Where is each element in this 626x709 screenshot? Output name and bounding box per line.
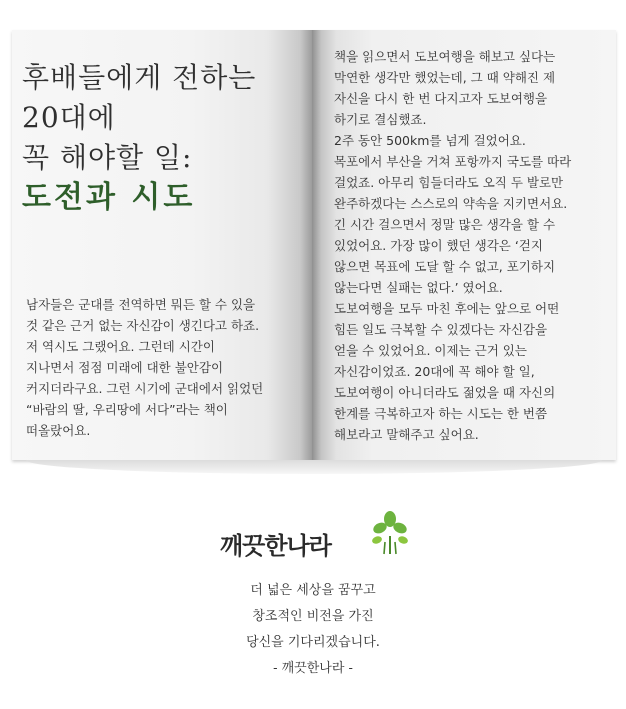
text-line: 도보여행이 아니더라도 젊었을 때 자신의	[334, 385, 556, 400]
title-line-2: 20대에	[22, 101, 116, 134]
text-line: 하기로 결심했죠.	[334, 112, 427, 127]
text-line: 자신감이었죠. 20대에 꼭 해야 할 일,	[334, 364, 535, 379]
text-line: 저 역시도 그랬어요. 그런데 시간이	[26, 339, 215, 354]
text-line: 자신을 다시 한 번 다지고자 도보여행을	[334, 91, 548, 106]
text-line: 목포에서 부산을 거쳐 포항까지 국도를 따라	[334, 154, 572, 169]
text-line: 2주 동안 500km를 넘게 걸었어요.	[334, 133, 526, 148]
text-line: 긴 시간 걸으면서 정말 많은 생각을 할 수	[334, 217, 556, 232]
motto-line: 더 넓은 세상을 꿈꾸고	[250, 583, 376, 598]
motto-line: 당신을 기다리겠습니다.	[246, 635, 380, 650]
right-page-text	[334, 46, 604, 445]
book-shadow	[26, 460, 602, 474]
motto	[0, 578, 626, 682]
page-title	[22, 58, 302, 218]
text-line: 있었어요. 가장 많이 했던 생각은 ‘걷지	[334, 238, 543, 253]
text-line: 해보라고 말해주고 싶어요.	[334, 427, 479, 442]
motto-line: 창조적인 비전을 가진	[252, 609, 374, 624]
text-line: 얻을 수 있었어요. 이제는 근거 있는	[334, 343, 527, 358]
text-line: 막연한 생각만 했었는데, 그 때 약해진 제	[334, 70, 556, 85]
text-line: 않는다면 실패는 없다.’ 였어요.	[334, 280, 503, 295]
text-line: 걸었죠. 아무리 힘들더라도 오직 두 발로만	[334, 175, 564, 190]
text-line: 것 같은 근거 없는 자신감이 생긴다고 하죠.	[26, 318, 260, 333]
text-line: 한계를 극복하고자 하는 시도는 한 번쯤	[334, 406, 548, 421]
text-line: 커지더라구요. 그런 시기에 군대에서 읽었던	[26, 381, 264, 396]
left-page-text	[26, 294, 298, 441]
text-line: 떠올랐어요.	[26, 423, 91, 438]
text-line: 지나면서 점점 미래에 대한 불안감이	[26, 360, 224, 375]
logo-text: 깨끗한나라	[220, 532, 331, 560]
text-line: 도보여행을 모두 마친 후에는 앞으로 어떤	[334, 301, 560, 316]
text-line: 힘든 일도 극복할 수 있겠다는 자신감을	[334, 322, 548, 337]
motto-signature: - 깨끗한나라 -	[273, 661, 353, 676]
text-line: 않으면 목표에 도달 할 수 없고, 포기하지	[334, 259, 556, 274]
text-line: 책을 읽으면서 도보여행을 해보고 싶다는	[334, 49, 556, 64]
sprout-icon	[370, 510, 410, 556]
title-line-1: 후배들에게 전하는	[22, 61, 257, 94]
text-line: “바람의 딸, 우리땅에 서다”라는 책이	[26, 402, 228, 417]
title-accent: 도전과 시도	[22, 180, 196, 215]
title-line-3: 꼭 해야할 일:	[22, 141, 193, 174]
text-line: 완주하겠다는 스스로의 약속을 지키면서요.	[334, 196, 568, 211]
company-logo	[220, 510, 410, 560]
text-line: 남자들은 군대를 전역하면 뭐든 할 수 있을	[26, 297, 256, 312]
